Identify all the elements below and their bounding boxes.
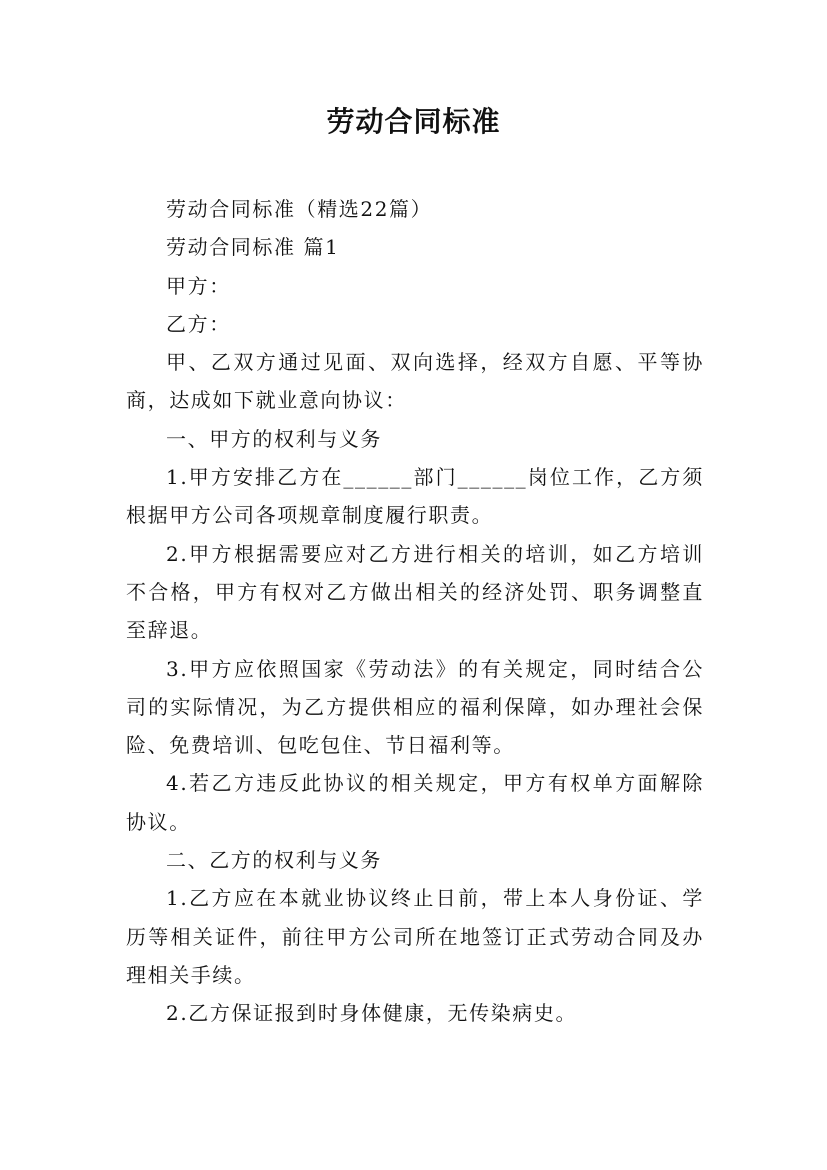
- paragraph-heading-party-a-rights: 一、甲方的权利与义务: [166, 426, 382, 451]
- paragraph-heading-party-b-rights: 二、乙方的权利与义务: [166, 848, 382, 873]
- paragraph-clause-a4: 4.若乙方违反此协议的相关规定，甲方有权单方面解除协议。: [126, 771, 704, 834]
- document-title: 劳动合同标准: [326, 105, 501, 138]
- paragraph-section-heading: 劳动合同标准 篇1: [166, 235, 340, 260]
- paragraph-clause-a2: 2.甲方根据需要应对乙方进行相关的培训，如乙方培训不合格，甲方有权对乙方做出相关的经济处罚、职务调整直至辞退。: [126, 541, 704, 643]
- paragraph-clause-a3: 3.甲方应依照国家《劳动法》的有关规定，同时结合公司的实际情况，为乙方提供相应的福利保障，如办理社会保险、免费培训、包吃包住、节日福利等。: [126, 656, 704, 758]
- paragraph-clause-b2: 2.乙方保证报到时身体健康，无传染病史。: [166, 1001, 578, 1026]
- paragraph-subtitle: 劳动合同标准（精选22篇）: [166, 197, 433, 221]
- paragraph-intro: 甲、乙双方通过见面、双向选择，经双方自愿、平等协商，达成如下就业意向协议：: [126, 350, 704, 413]
- paragraph-party-b: 乙方：: [166, 311, 231, 336]
- paragraph-clause-a1: 1.甲方安排乙方在______部门______岗位工作，乙方须根据甲方公司各项规章制度履行职责。: [126, 465, 704, 528]
- paragraph-party-a: 甲方：: [166, 273, 231, 298]
- document-body: [126, 190, 704, 1033]
- paragraph-clause-b1: 1.乙方应在本就业协议终止日前，带上本人身份证、学历等相关证件，前往甲方公司所在地签订正式劳动合同及办理相关手续。: [126, 886, 704, 987]
